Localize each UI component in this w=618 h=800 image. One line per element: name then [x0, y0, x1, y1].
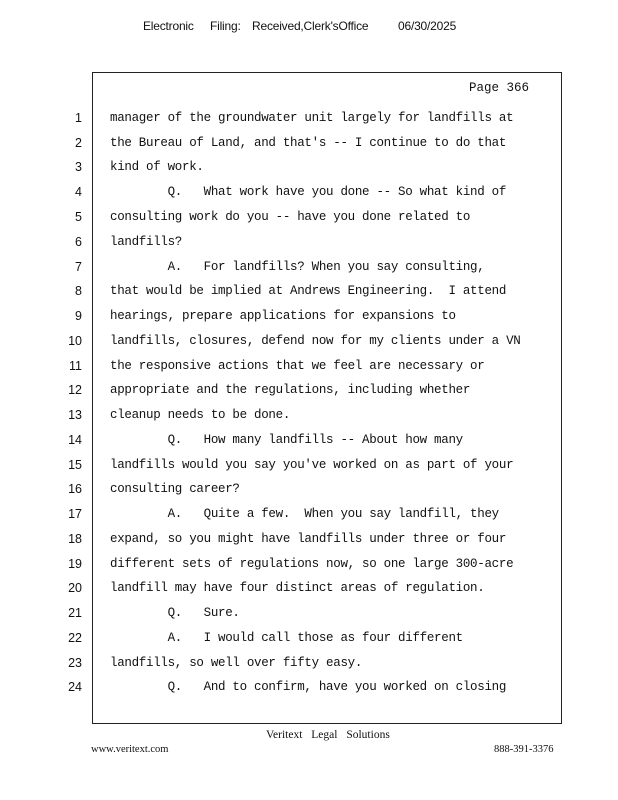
line-text: cleanup needs to be done.: [110, 408, 291, 422]
line-text: consulting work do you -- have you done related to: [110, 210, 471, 224]
line-text: expand, so you might have landfills under three or four: [110, 532, 507, 546]
line-text: landfill may have four distinct areas of regulation.: [110, 581, 485, 595]
line-number: 8: [75, 284, 82, 298]
transcript-line: [0, 433, 618, 453]
line-number: 4: [75, 185, 82, 199]
transcript-line: [0, 557, 618, 577]
line-text: manager of the groundwater unit largely for landfills at: [110, 111, 514, 125]
transcript-line: [0, 210, 618, 230]
transcript-line: [0, 383, 618, 403]
line-number: 18: [68, 532, 82, 546]
line-text: that would be implied at Andrews Engineering. I attend: [110, 284, 507, 298]
line-number: 23: [68, 656, 82, 670]
line-text: Q. How many landfills -- About how many: [110, 433, 463, 447]
transcript-line: [0, 656, 618, 676]
line-text: landfills, so well over fifty easy.: [110, 656, 363, 670]
line-text: landfills?: [110, 235, 183, 249]
transcript-line: [0, 581, 618, 601]
line-text: A. I would call those as four different: [110, 631, 463, 645]
line-text: consulting career?: [110, 482, 240, 496]
line-number: 11: [69, 359, 82, 373]
footer-company: Veritext Legal Solutions: [266, 729, 390, 741]
transcript-line: [0, 185, 618, 205]
line-number: 5: [75, 210, 82, 224]
line-text: landfills would you say you've worked on as part of your: [110, 458, 514, 472]
line-text: A. Quite a few. When you say landfill, they: [110, 507, 499, 521]
line-number: 17: [68, 507, 82, 521]
line-number: 21: [68, 606, 82, 620]
footer-phone: 888-391-3376: [494, 744, 554, 755]
line-text: the responsive actions that we feel are necessary or: [110, 359, 485, 373]
line-number: 13: [68, 408, 82, 422]
line-number: 3: [75, 160, 82, 174]
transcript-line: [0, 309, 618, 329]
transcript-line: [0, 532, 618, 552]
transcript-line: [0, 235, 618, 255]
line-text: hearings, prepare applications for expansions to: [110, 309, 456, 323]
line-text: A. For landfills? When you say consulting,: [110, 260, 485, 274]
line-number: 15: [68, 458, 82, 472]
line-number: 24: [68, 680, 82, 694]
line-number: 16: [68, 482, 82, 496]
transcript-line: [0, 408, 618, 428]
line-number: 19: [68, 557, 82, 571]
filing-header: [0, 19, 618, 37]
transcript-line: [0, 136, 618, 156]
transcript-line: [0, 160, 618, 180]
line-text: appropriate and the regulations, including whether: [110, 383, 471, 397]
header-date: 06/30/2025: [398, 19, 457, 33]
line-number: 7: [75, 260, 82, 274]
line-number: 6: [75, 235, 82, 249]
transcript-line: [0, 631, 618, 651]
footer-website: www.veritext.com: [91, 744, 169, 755]
header-received: Received,Clerk'sOffice: [252, 19, 369, 33]
line-number: 1: [75, 111, 82, 125]
line-number: 20: [68, 581, 82, 595]
header-electronic: Electronic: [143, 19, 194, 33]
line-text: Q. What work have you done -- So what kind of: [110, 185, 507, 199]
line-number: 10: [68, 334, 82, 348]
page-number: Page 366: [469, 81, 530, 95]
line-text: Q. Sure.: [110, 606, 240, 620]
line-text: landfills, closures, defend now for my clients under a VN: [110, 334, 521, 348]
line-text: Q. And to confirm, have you worked on closing: [110, 680, 507, 694]
line-text: kind of work.: [110, 160, 204, 174]
line-number: 12: [68, 383, 82, 397]
line-number: 22: [68, 631, 82, 645]
transcript-line: [0, 334, 618, 354]
transcript-line: [0, 458, 618, 478]
line-number: 14: [68, 433, 82, 447]
transcript-line: [0, 606, 618, 626]
transcript-line: [0, 680, 618, 700]
line-text: different sets of regulations now, so one large 300-acre: [110, 557, 514, 571]
line-text: the Bureau of Land, and that's -- I continue to do that: [110, 136, 507, 150]
transcript-line: [0, 482, 618, 502]
transcript-line: [0, 507, 618, 527]
transcript-line: [0, 111, 618, 131]
transcript-line: [0, 284, 618, 304]
header-filing: Filing:: [210, 19, 241, 33]
line-number: 2: [75, 136, 82, 150]
transcript-line: [0, 260, 618, 280]
line-number: 9: [75, 309, 82, 323]
transcript-line: [0, 359, 618, 379]
